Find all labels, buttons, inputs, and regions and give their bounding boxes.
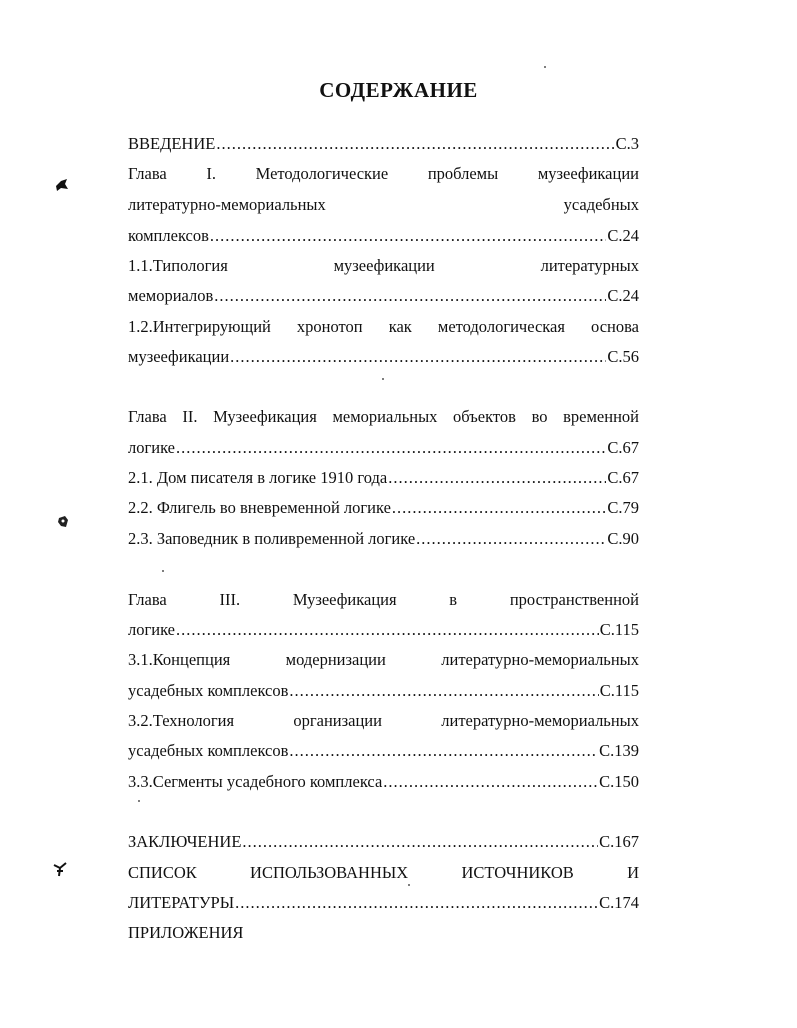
toc-section-2-1 bbox=[128, 467, 639, 489]
speck bbox=[408, 884, 410, 886]
toc-section-1-1-line-1: 1.1.Типология музеефикации литературных bbox=[128, 256, 639, 275]
toc-references-last-line bbox=[128, 892, 639, 914]
toc-entry-text: 2.2. Флигель во вневременной логике bbox=[128, 498, 391, 517]
toc-section-1-2-line-1: 1.2.Интегрирующий хронотоп как методологическая основа bbox=[128, 317, 639, 336]
toc-entry-text: усадебных комплексов bbox=[128, 681, 289, 700]
toc-chapter-2-line-1: Глава II. Музеефикация мемориальных объектов во временной bbox=[128, 407, 639, 426]
speck bbox=[544, 66, 546, 68]
toc-entry-conclusion bbox=[128, 831, 639, 853]
toc-page-number: С.24 bbox=[607, 286, 639, 305]
speck bbox=[382, 378, 384, 380]
ink-blot-mark bbox=[52, 862, 68, 878]
toc-page-number: С.139 bbox=[599, 741, 639, 760]
speck bbox=[162, 570, 164, 572]
toc-section-3-1-last-line bbox=[128, 680, 639, 702]
toc-page-number: С.56 bbox=[607, 347, 639, 366]
toc-page-number: С.115 bbox=[599, 681, 639, 700]
toc-section-3-1-line-1: 3.1.Концепция модернизации литературно-мемориальных bbox=[128, 650, 639, 669]
toc-entry-text: логике bbox=[128, 620, 176, 639]
toc-section-2-2 bbox=[128, 497, 639, 519]
toc-chapter-3-last-line bbox=[128, 619, 639, 641]
toc-entry-text: музеефикации bbox=[128, 347, 230, 366]
toc-section-3-3 bbox=[128, 771, 639, 793]
page-title: СОДЕРЖАНИЕ bbox=[319, 78, 478, 102]
toc-entry-appendices: ПРИЛОЖЕНИЯ bbox=[128, 923, 244, 942]
toc-page-number: С.24 bbox=[607, 226, 639, 245]
toc-entry-text: ЛИТЕРАТУРЫ bbox=[128, 893, 235, 912]
toc-page-number: С.115 bbox=[599, 620, 639, 639]
toc-page-number: С.79 bbox=[607, 498, 639, 517]
toc-references-line-1: СПИСОК ИСПОЛЬЗОВАННЫХ ИСТОЧНИКОВ И bbox=[128, 863, 639, 882]
speck bbox=[138, 800, 140, 802]
toc-entry-text: мемориалов bbox=[128, 286, 214, 305]
toc-entry-text: ЗАКЛЮЧЕНИЕ bbox=[128, 832, 242, 851]
toc-page-number: С.67 bbox=[607, 438, 639, 457]
toc-entry-text: комплексов bbox=[128, 226, 209, 245]
toc-section-2-3 bbox=[128, 528, 639, 550]
toc-entry-text: ВВЕДЕНИЕ bbox=[128, 134, 216, 153]
toc-entry-text: 3.3.Сегменты усадебного комплекса bbox=[128, 772, 383, 791]
toc-page-number: С.167 bbox=[599, 832, 639, 851]
toc-chapter-2-last-line bbox=[128, 437, 639, 459]
toc-section-1-1-last-line bbox=[128, 285, 639, 307]
ink-blot-mark bbox=[54, 178, 70, 192]
toc-page-number: С.3 bbox=[615, 134, 639, 153]
toc-chapter-3-line-1: Глава III. Музеефикация в пространственной bbox=[128, 590, 639, 609]
toc-section-3-2-line-1: 3.2.Технология организации литературно-мемориальных bbox=[128, 711, 639, 730]
ink-blot-mark bbox=[56, 515, 70, 529]
toc-entry-text: 2.3. Заповедник в поливременной логике bbox=[128, 529, 416, 548]
toc-section-3-2-last-line bbox=[128, 740, 639, 762]
toc-chapter-1-line-2: литературно-мемориальных усадебных bbox=[128, 195, 639, 214]
toc-section-1-2-last-line bbox=[128, 346, 639, 368]
toc-entry-text: усадебных комплексов bbox=[128, 741, 289, 760]
toc-page-number: С.174 bbox=[599, 893, 639, 912]
toc-page-number: С.150 bbox=[599, 772, 639, 791]
toc-entry-text: логике bbox=[128, 438, 176, 457]
toc-page-number: С.67 bbox=[607, 468, 639, 487]
toc-entry-introduction bbox=[128, 133, 639, 155]
toc-chapter-1-line-1: Глава I. Методологические проблемы музеефикации bbox=[128, 164, 639, 183]
toc-chapter-1-last-line bbox=[128, 225, 639, 247]
toc-entry-text: 2.1. Дом писателя в логике 1910 года bbox=[128, 468, 388, 487]
toc-page-number: С.90 bbox=[607, 529, 639, 548]
